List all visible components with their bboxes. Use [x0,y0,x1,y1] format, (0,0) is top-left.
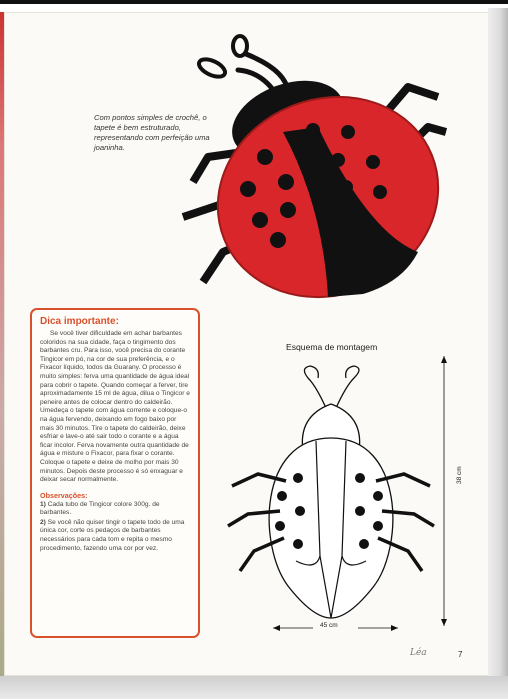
observation-number: 2) [40,518,46,526]
tip-body: Se você tiver dificuldade em achar barbantes coloridos na sua cidade, faça o tingimento dos barbantes cru. Para isso, você precisa do corante Tingicor em pó, na cor de sua preferência, e o Fixacor líquido, todos da Guarany. O processo é muito simples: ferva uma quantidade de água ideal para cobrir o tapete. Quando começar a ferver, tire aproximadamente 15 ml de água, dilua o Tingicor e peneire antes de colocar dentro do caldeirão. Umedeça o tapete com água corrente e coloque-o na água fervendo, deixando em fogo baixo por mais 30 minutos. Tire o tapete do caldeirão, deixe esfriar e lave-o até sair todo o corante e a água ficar incolor. Ferva novamente outra quantidade de água e misture o Fixacor, para fixar o corante. Coloque o tapete e deixe de molho por mais 30 minutos. Depois deste processo é só enxaguar e deixar secar normalmente. [40,330,190,484]
observation-number: 1) [40,500,46,508]
observation-item [40,501,192,518]
observation-text: Cada tubo de Tingicor colore 300g. de barbantes. [40,500,160,517]
width-dimension-label: 45 cm [320,622,338,629]
page-spine [488,8,508,678]
ladybug-rug-photo [168,32,458,307]
left-page-edge [0,12,4,677]
assembly-diagram [218,356,456,640]
page-number: 7 [458,650,463,659]
signature: Léa [410,648,427,658]
observations-title: Observações: [40,490,88,500]
observation-text: Se você não quiser tingir o tapete todo de uma única cor, corte os pedaços de barbantes necessários para cada tom e repita o mesmo procedimento, fazendo uma cor por vez. [40,518,185,552]
tip-box [30,308,200,638]
observation-item [40,519,192,553]
bottom-edge [0,676,508,699]
diagram-title: Esquema de montagem [286,342,378,352]
top-rule [0,0,508,4]
tip-title: Dica importante: [40,316,119,327]
photo-caption: Com pontos simples de crochê, o tapete é bem estruturado, representando com perfeição uma joaninha. [94,113,210,152]
height-dimension-label: 38 cm [456,466,463,484]
